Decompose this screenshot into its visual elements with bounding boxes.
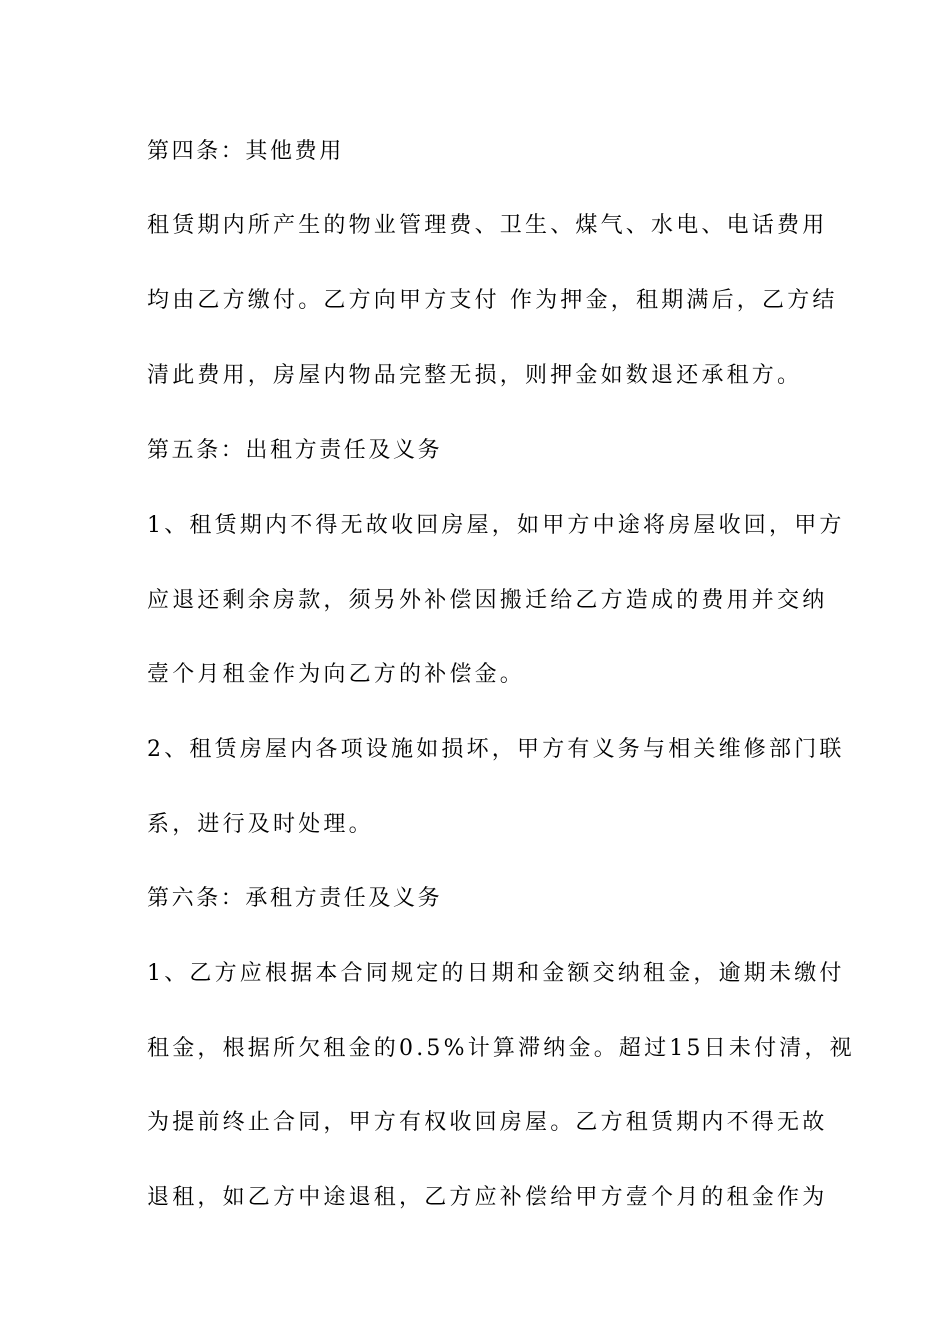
paragraph-line: 2、租赁房屋内各项设施如损坏，甲方有义务与相关维修部门联 bbox=[147, 737, 845, 762]
article-5-heading: 第五条：出租方责任及义务 bbox=[147, 438, 443, 463]
paragraph-line: 为提前终止合同，甲方有权收回房屋。乙方租赁期内不得无故 bbox=[147, 1110, 828, 1135]
paragraph-line: 壹个月租金作为向乙方的补偿金。 bbox=[147, 662, 526, 687]
paragraph-line: 均由乙方缴付。乙方向甲方支付 作为押金，租期满后，乙方结 bbox=[147, 288, 838, 313]
article-4-heading: 第四条：其他费用 bbox=[147, 139, 344, 164]
paragraph-line: 退租，如乙方中途退租，乙方应补偿给甲方壹个月的租金作为 bbox=[147, 1185, 828, 1210]
paragraph-line: 1、租赁期内不得无故收回房屋，如甲方中途将房屋收回，甲方 bbox=[147, 513, 845, 538]
paragraph-line: 租赁期内所产生的物业管理费、卫生、煤气、水电、电话费用 bbox=[147, 213, 828, 238]
paragraph-line: 应退还剩余房款，须另外补偿因搬迁给乙方造成的费用并交纳 bbox=[147, 588, 828, 613]
paragraph-line: 租金，根据所欠租金的0.5%计算滞纳金。超过15日未付清，视 bbox=[147, 1036, 855, 1061]
article-6-heading: 第六条：承租方责任及义务 bbox=[147, 886, 443, 911]
paragraph-line: 系，进行及时处理。 bbox=[147, 812, 374, 837]
paragraph-line: 1、乙方应根据本合同规定的日期和金额交纳租金，逾期未缴付 bbox=[147, 961, 845, 986]
paragraph-line: 清此费用，房屋内物品完整无损，则押金如数退还承租方。 bbox=[147, 363, 803, 388]
